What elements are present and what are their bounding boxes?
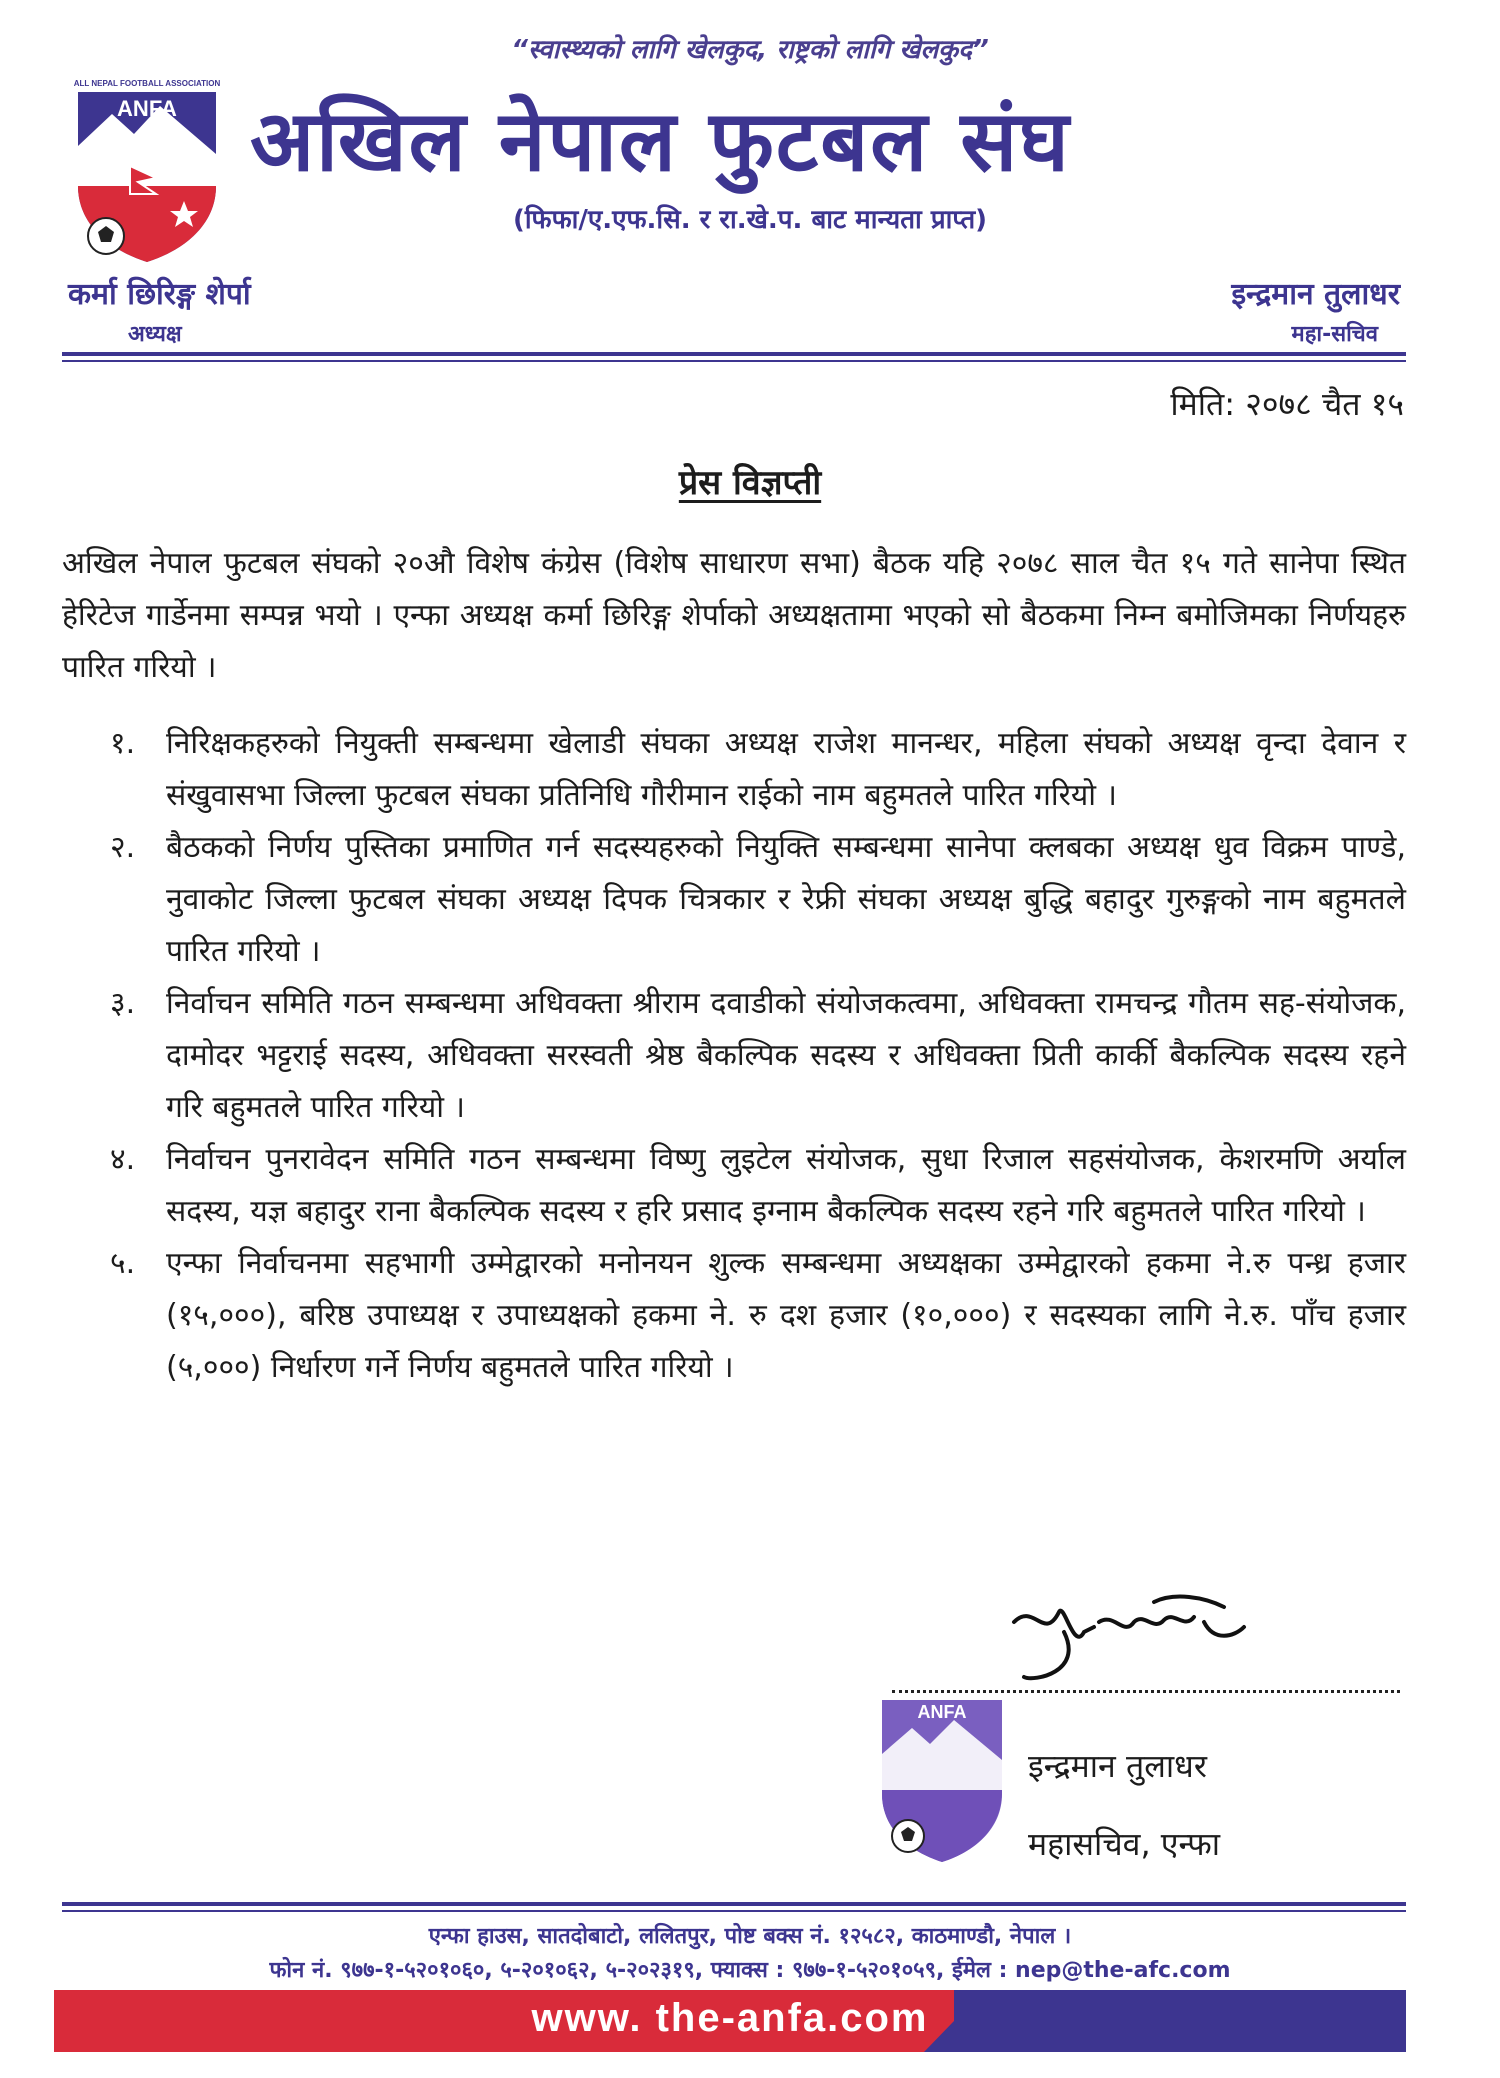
secretary-name: इन्द्रमान तुलाधर [1231, 277, 1400, 312]
footer-contact: फोन नं. ९७७-१-५२०१०६०, ५-२०१०६२, ५-२०२३१९, फ्याक्स : ९७७-१-५२०१०५९, ईमेल : nep@the-afc.com [269, 1958, 1231, 1983]
item-number: २. [110, 830, 136, 865]
document-heading [0, 458, 1500, 504]
list-item [110, 978, 1406, 1134]
document-date: मिति: २०७८ चैत १५ [1170, 385, 1404, 423]
item-text: बैठकको निर्णय पुस्तिका प्रमाणित गर्न सदस्यहरुको नियुक्ति सम्बन्धमा सानेपा क्लबका अध्यक्ष धुव विक्रम पाण्डे, नुवाकोट जिल्ला फुटबल संघका अध्यक्ष दिपक चित्रकार र रेफ्री संघका अध्यक्ष बुद्धि बहादुर गुरुङ्गको नाम बहुमतले पारित गरियो । [166, 830, 1406, 969]
list-item [110, 1238, 1406, 1394]
footer-address: एन्फा हाउस, सातदोबाटो, ललितपुर, पोष्ट बक्स नं. १२५८२, काठमाण्डौ, नेपाल । [428, 1924, 1072, 1949]
website-banner [54, 1990, 1406, 2052]
footer-divider [62, 1902, 1406, 1906]
header-divider [62, 352, 1406, 356]
president-title: अध्यक्ष [128, 322, 182, 347]
svg-text:ALL NEPAL FOOTBALL ASSOCIATION: ALL NEPAL FOOTBALL ASSOCIATION [73, 79, 221, 88]
list-item [110, 1134, 1406, 1238]
item-text: निर्वाचन समिति गठन सम्बन्धमा अधिवक्ता श्रीराम दवाडीको संयोजकत्वमा, अधिवक्ता रामचन्द्र गौतम सह-संयोजक, दामोदर भट्टराई सदस्य, अधिवक्ता सरस्वती श्रेष्ठ बैकल्पिक सदस्य र अधिवक्ता प्रिती कार्की बैकल्पिक सदस्य रहने गरि बहुमतले पारित गरियो । [166, 986, 1406, 1125]
intro-paragraph: अखिल नेपाल फुटबल संघको २०औ विशेष कंग्रेस (विशेष साधारण सभा) बैठक यहि २०७८ साल चैत १५ गते सानेपा स्थित हेरिटेज गार्डेनमा सम्पन्न भयो । एन्फा अध्यक्ष कर्मा छिरिङ्ग शेर्पाको अध्यक्षतामा भएको सो बैठकमा निम्न बमोजिमका निर्णयहरु पारित गरियो । [62, 546, 1406, 685]
item-number: ३. [110, 986, 136, 1021]
decision-list [110, 718, 1406, 1394]
president-name: कर्मा छिरिङ्ग शेर्पा [68, 277, 251, 312]
item-number: ५. [110, 1246, 136, 1281]
anfa-logo [72, 76, 222, 266]
signatory-name: इन्द्रमान तुलाधर [1028, 1747, 1207, 1785]
header-divider-thin [62, 360, 1406, 362]
item-text: निर्वाचन पुनरावेदन समिति गठन सम्बन्धमा विष्णु लुइटेल संयोजक, सुधा रिजाल सहसंयोजक, केशरमणि अर्याल सदस्य, यज्ञ बहादुर राना बैकल्पिक सदस्य र हरि प्रसाद इग्नाम बैकल्पिक सदस्य रहने गरि बहुमतले पारित गरियो । [166, 1142, 1406, 1229]
list-item [110, 718, 1406, 822]
logo-text: ANFA [117, 96, 177, 121]
list-item [110, 822, 1406, 978]
item-text: निरिक्षकहरुको नियुक्ती सम्बन्धमा खेलाडी संघका अध्यक्ष राजेश मानन्धर, महिला संघको अध्यक्ष वृन्दा देवान र संखुवासभा जिल्ला फुटबल संघका प्रतिनिधि गौरीमान राईको नाम बहुमतले पारित गरियो । [166, 726, 1406, 813]
handwritten-signature [1004, 1582, 1254, 1692]
seal-text: ANFA [917, 1702, 967, 1722]
heading-text: प्रेस विज्ञप्ती [678, 463, 822, 503]
anfa-seal [878, 1694, 1006, 1864]
org-name: अखिल नेपाल फुटबल संघ [250, 92, 1071, 190]
secretary-title: महा-सचिव [1291, 322, 1378, 347]
signature-line [892, 1690, 1400, 1693]
recognition-line: (फिफा/ए.एफ.सि. र रा.खे.प. बाट मान्यता प्राप्त) [512, 205, 988, 235]
footer-divider-thin [62, 1910, 1406, 1912]
item-number: १. [110, 726, 136, 761]
item-text: एन्फा निर्वाचनमा सहभागी उम्मेद्वारको मनोनयन शुल्क सम्बन्धमा अध्यक्षका उम्मेद्वारको हकमा ने.रु पन्ध्र हजार (१५,०००), बरिष्ठ उपाध्यक्ष र उपाध्यक्षको हकमा ने. रु दश हजार (१०,०००) र सदस्यका लागि ने.रु. पाँच हजार (५,०००) निर्धारण गर्ने निर्णय बहुमतले पारित गरियो । [166, 1246, 1406, 1385]
signatory-title: महासचिव, एन्फा [1028, 1825, 1221, 1863]
website-link[interactable]: www. the-anfa.com [531, 1996, 929, 2040]
item-number: ४. [110, 1142, 136, 1177]
tagline: “स्वास्थ्यको लागि खेलकुद, राष्ट्रको लागि खेलकुद” [511, 35, 989, 65]
